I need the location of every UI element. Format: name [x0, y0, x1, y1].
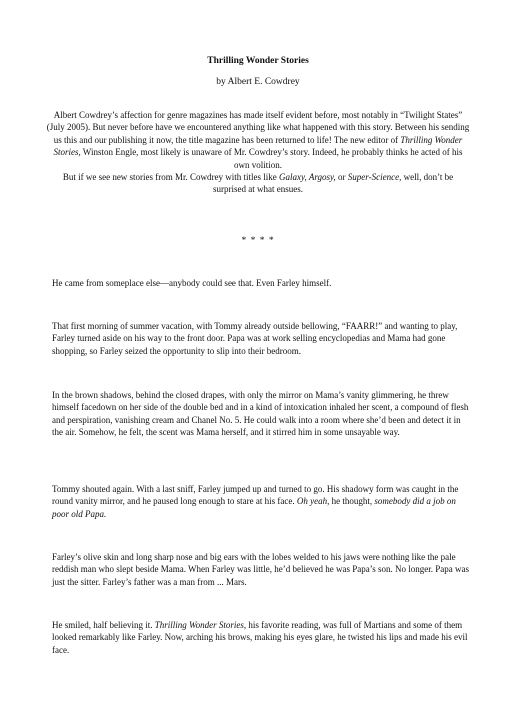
magazine-title: Thrilling Wonder Stories, — [53, 134, 463, 158]
story-title: Thrilling Wonder Stories — [207, 56, 309, 66]
story-paragraph — [52, 619, 472, 656]
story-paragraph: That first morning of summer vacation, with Tommy already outside bellowing, “FAARR!” and wanting to play, Farley turned aside on his way to the front door. Papa was at work selling encyclopedias and Mama had gone shopping, so Farley seized the opportunity to slip into their bedroom. — [52, 321, 458, 356]
paragraph-text: Tommy shouted again. With a last sniff, Farley jumped up and turned to go. His shadowy form was caught in the round vanity mirror, and he paused long enough to stare at his face. — [52, 484, 459, 507]
intro-text: Winston Engle, most likely is unaware of Mr. Cowdrey’s story. Indeed, he probably thinks he acted of his own volition. — [80, 147, 463, 170]
paragraph-text: he thought, — [329, 496, 375, 507]
paragraph-text: He smiled, half believing it. — [52, 620, 155, 630]
story-byline: by Albert E. Cowdrey — [216, 77, 300, 87]
magazine-title: Thrilling Wonder Stories — [154, 620, 244, 630]
story-paragraph: Farley’s olive skin and long sharp nose and big ears with the lobes welded to his jaws were nothing like the pale reddish man who slept beside Mama. When Farley was little, he’d believed he was Papa’s son. No longer. Papa was just the sitter. Farley’s father was a man from ... Mars. — [52, 552, 469, 587]
intro-text: Albert Cowdrey’s affection for genre magazines has made itself evident before, most notably in “Twilight States” (July 2005). But never before have we encountered anything like what happened with this story. Between his sending us this and our publishing it now, the title magazine has been returned to life! The new editor of — [46, 110, 470, 145]
story-paragraph — [52, 483, 472, 520]
editorial-intro — [46, 109, 470, 196]
italic-thought: Oh yeah, — [296, 496, 330, 507]
italic-thought: somebody did a job on poor old Papa. — [52, 496, 456, 519]
story-paragraph: In the brown shadows, behind the closed drapes, with only the mirror on Mama’s vanity glimmering, he threw himself facedown on her side of the double bed and in a kind of intoxication inhaled her scent, a compound of flesh and perspiration, vanishing cream and Chanel No. 5. He could walk into a room where she’d been and detect it in the air. Somehow, he felt, the scent was Mama herself, and it stirred him in some unsayable way. — [52, 390, 469, 438]
intro-text: But if we see new stories from Mr. Cowdrey with titles like — [62, 172, 280, 183]
magazine-title: Galaxy, Argosy, — [279, 172, 336, 183]
intro-paragraph — [46, 109, 470, 171]
section-separator: * * * * — [241, 236, 275, 246]
intro-text: or — [335, 172, 348, 183]
paragraph-text: , his favorite reading, was full of Martians and some of them looked remarkably like Farley. Now, arching his brows, making his eyes glare, he twisted his lips and made his evil face. — [52, 620, 468, 655]
story-paragraph: He came from someplace else—anybody could see that. Even Farley himself. — [52, 278, 332, 288]
magazine-title: Super-Science, — [347, 172, 402, 183]
intro-paragraph — [46, 171, 470, 196]
intro-text: well, don’t be surprised at what ensues. — [213, 172, 454, 195]
